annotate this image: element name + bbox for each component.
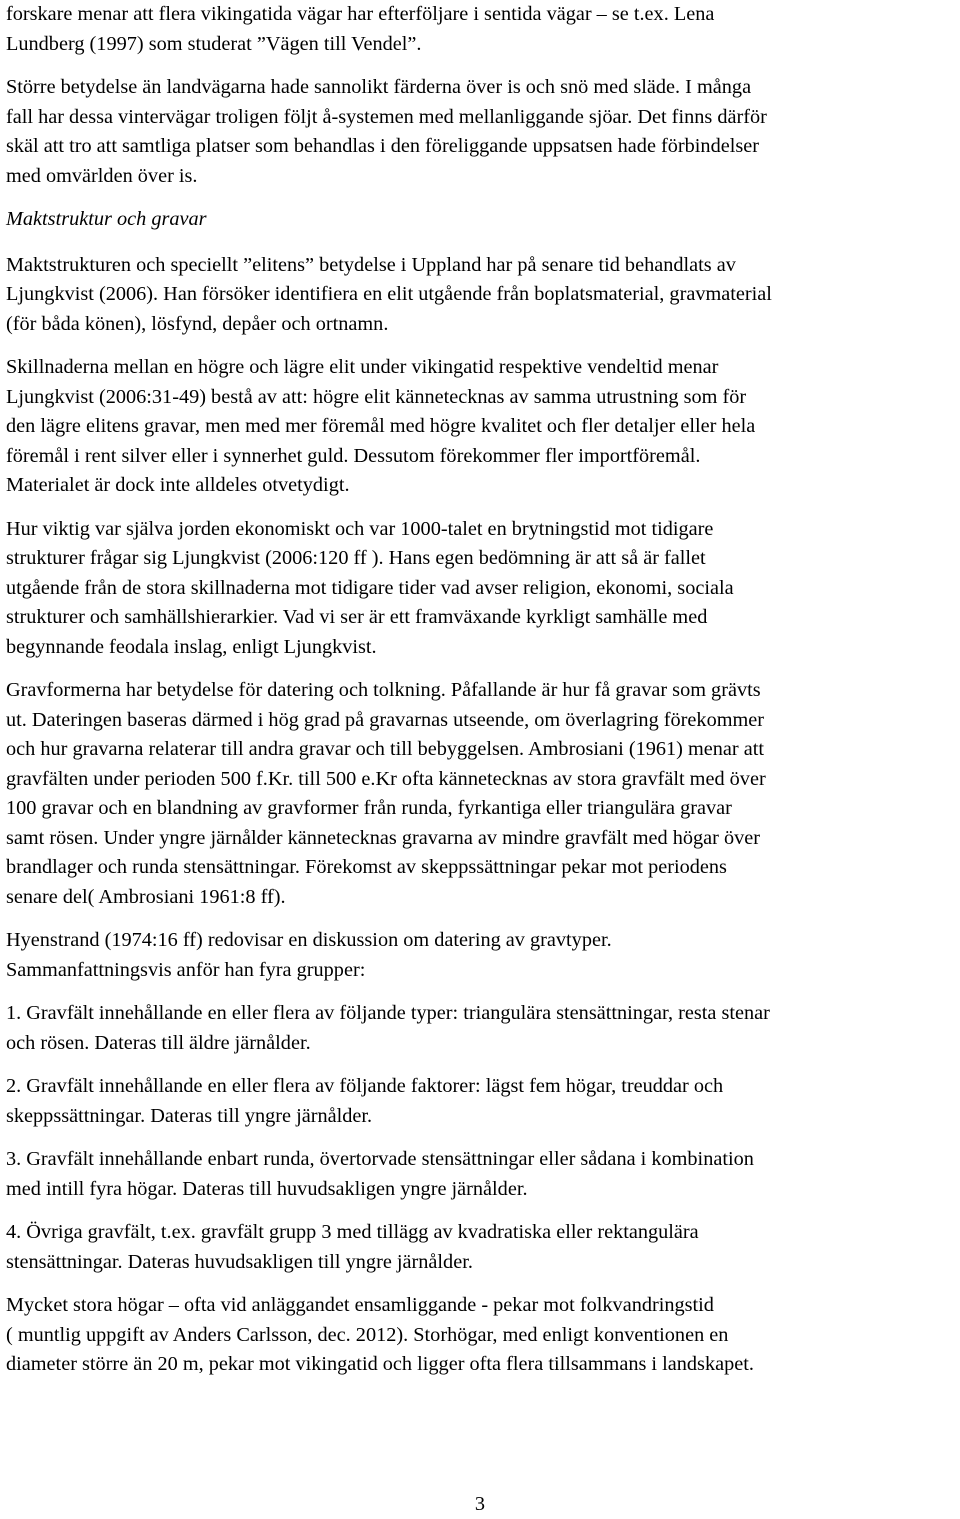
text-line: den lägre elitens gravar, men med mer föremål med högre kvalitet och fler detaljer eller hela — [6, 415, 756, 437]
text-line: Större betydelse än landvägarna hade sannolikt färderna över is och snö med släde. I många — [6, 76, 752, 98]
text-line: skeppssättningar. Dateras till yngre järnålder. — [6, 1104, 373, 1127]
text-line: Hyenstrand (1974:16 ff) redovisar en diskussion om datering av gravtyper. — [6, 929, 612, 951]
text-line: stensättningar. Dateras huvudsakligen till yngre järnålder. — [6, 1250, 473, 1273]
paragraph — [6, 676, 954, 912]
text-line: (för båda könen), lösfynd, depåer och ortnamn. — [6, 312, 389, 335]
text-line: senare del( Ambrosiani 1961:8 ff). — [6, 885, 286, 908]
text-line: skäl att tro att samtliga platser som behandlas i den föreliggande uppsatsen hade förbindelser — [6, 135, 760, 157]
section-heading — [6, 205, 954, 235]
paragraph — [6, 515, 954, 663]
text-line: utgående från de stora skillnaderna mot tidigare tider vad avser religion, ekonomi, sociala — [6, 576, 734, 599]
text-line: gravfälten under perioden 500 f.Kr. till 500 e.Kr ofta kännetecknas av stora gravfält med över — [6, 767, 766, 790]
text-line: ( muntlig uppgift av Anders Carlsson, dec. 2012). Storhögar, med enligt konventionen en — [6, 1323, 729, 1346]
paragraph — [6, 999, 954, 1058]
text-line: diameter större än 20 m, pekar mot vikingatid och ligger ofta flera tillsammans i landskapet. — [6, 1353, 754, 1375]
text-line: Lundberg (1997) som studerat ”Vägen till Vendel”. — [6, 32, 422, 55]
text-line: Mycket stora högar – ofta vid anläggandet ensamliggande - pekar mot folkvandringstid — [6, 1294, 714, 1316]
paragraph — [6, 926, 954, 985]
text-line: 4. Övriga gravfält, t.ex. gravfält grupp 3 med tillägg av kvadratiska eller rektangulära — [6, 1221, 699, 1243]
text-line: föremål i rent silver eller i synnerhet guld. Dessutom förekommer fler importföremål. — [6, 444, 701, 467]
paragraph — [6, 251, 954, 340]
paragraph — [6, 1145, 954, 1204]
text-line: Ljungkvist (2006:31-49) bestå av att: högre elit kännetecknas av samma utrustning som för — [6, 385, 747, 408]
text-line: 3. Gravfält innehållande enbart runda, övertorvade stensättningar eller sådana i kombination — [6, 1148, 754, 1170]
page-number: 3 — [474, 1493, 486, 1515]
text-line: strukturer frågar sig Ljungkvist (2006:120 ff ). Hans egen bedömning är att så är fallet — [6, 547, 706, 569]
text-line: Maktstruktur och gravar — [6, 208, 207, 230]
text-line: Materialet är dock inte alldeles otvetydigt. — [6, 474, 350, 496]
paragraph — [6, 0, 954, 59]
text-line: 2. Gravfält innehållande en eller flera av följande faktorer: lägst fem högar, treuddar och — [6, 1075, 724, 1097]
text-line: Skillnaderna mellan en högre och lägre elit under vikingatid respektive vendeltid menar — [6, 356, 719, 378]
text-line: Hur viktig var själva jorden ekonomiskt och var 1000-talet en brytningstid mot tidigare — [6, 517, 714, 540]
text-line: samt rösen. Under yngre järnålder kännetecknas gravarna av mindre gravfält med högar över — [6, 826, 761, 849]
text-line: och hur gravarna relaterar till andra gravar och till bebyggelsen. Ambrosiani (1961) menar att — [6, 738, 765, 760]
text-line: strukturer och samhällshierarkier. Vad vi ser är ett framväxande kyrkligt samhälle med — [6, 606, 708, 628]
text-line: 100 gravar och en blandning av gravformer från runda, fyrkantiga eller triangulära gravar — [6, 797, 732, 819]
text-line: 1. Gravfält innehållande en eller flera av följande typer: triangulära stensättningar, resta stenar — [6, 1002, 770, 1024]
text-line: Gravformerna har betydelse för datering och tolkning. Påfallande är hur få gravar som grävts — [6, 679, 761, 701]
paragraph — [6, 1291, 954, 1380]
text-line: fall har dessa vintervägar troligen följt å-systemen med mellanliggande sjöar. Det finns därför — [6, 105, 767, 128]
document-page — [6, 0, 954, 1394]
paragraph — [6, 1218, 954, 1277]
text-line: med omvärlden över is. — [6, 164, 198, 187]
paragraph — [6, 353, 954, 501]
text-line: med intill fyra högar. Dateras till huvudsakligen yngre järnålder. — [6, 1177, 528, 1200]
paragraph — [6, 1072, 954, 1131]
text-line: Sammanfattningsvis anför han fyra grupper: — [6, 958, 366, 981]
text-line: och rösen. Dateras till äldre järnålder. — [6, 1031, 311, 1054]
text-line: Maktstrukturen och speciellt ”elitens” betydelse i Uppland har på senare tid behandlats av — [6, 253, 736, 276]
text-line: brandlager och runda stensättningar. Förekomst av skeppssättningar pekar mot periodens — [6, 856, 727, 878]
text-line: forskare menar att flera vikingatida vägar har efterföljare i sentida vägar – se t.ex. Lena — [6, 3, 715, 25]
text-line: ut. Dateringen baseras därmed i hög grad på gravarnas utseende, om överlagring förekommer — [6, 708, 765, 731]
text-line: begynnande feodala inslag, enligt Ljungkvist. — [6, 635, 377, 658]
paragraph — [6, 73, 954, 191]
text-line: Ljungkvist (2006). Han försöker identifiera en elit utgående från boplatsmaterial, gravmaterial — [6, 283, 772, 305]
